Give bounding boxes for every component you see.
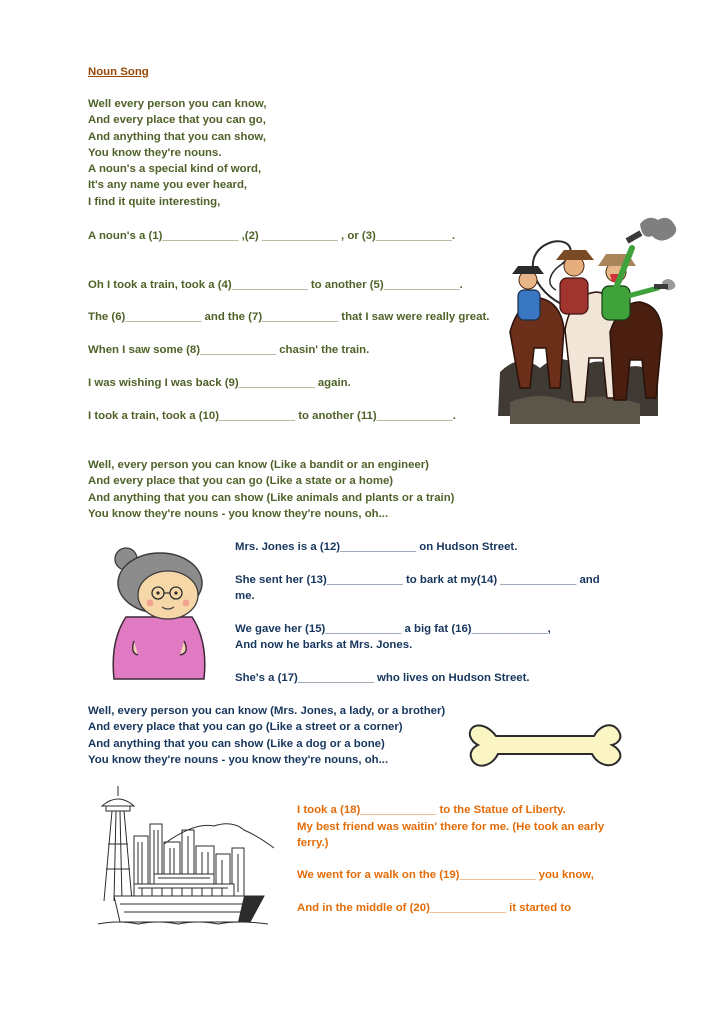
verse-line: I find it quite interesting, (88, 195, 221, 208)
chorus-line: You know they're nouns - you know they're nouns, oh... (88, 507, 389, 520)
noun-definition-blank: A noun's a (1)____________ ,(2) ____________ , or (3)____________. (88, 230, 456, 242)
train-line-3: When I saw some (8)____________ chasin' the train. (88, 344, 370, 356)
train-line-2: The (6)____________ and the (7)____________ that I saw were really great. (88, 311, 490, 323)
bandits-illustration (490, 212, 680, 427)
chorus-line: And anything that you can show (Like animals and plants or a train) (88, 491, 455, 504)
seattle-skyline-illustration (94, 784, 274, 928)
chorus-line: Well, every person you can know (Like a bandit or an engineer) (88, 459, 429, 471)
bone-illustration (466, 714, 624, 776)
jones-line-2: She sent her (13)____________ to bark at my(14) ____________ and (235, 574, 600, 586)
train-line-5: I took a train, took a (10)____________ to another (11)____________. (88, 410, 456, 422)
chorus-2 (88, 703, 445, 768)
verse-line: And anything that you can show, (88, 130, 267, 143)
verse-line: It's any name you ever heard, (88, 179, 248, 192)
chorus-1 (88, 457, 454, 522)
jones-line-3: We gave her (15)____________ a big fat (16)____________, (235, 623, 551, 635)
train-line-4: I was wishing I was back (9)____________ again. (88, 377, 351, 389)
chorus-line: And every place that you can go (Like a street or a corner) (88, 721, 403, 734)
chorus-line: Well, every person you can know (Mrs. Jones, a lady, or a brother) (88, 705, 446, 717)
chorus-line: And anything that you can show (Like a dog or a bone) (88, 737, 385, 750)
liberty-line-1: I took a (18)____________ to the Statue of Liberty. (297, 804, 566, 816)
liberty-line-3: We went for a walk on the (19)____________ you know, (297, 869, 594, 881)
liberty-line-2: My best friend was waitin' there for me. (He took an early (297, 821, 605, 833)
liberty-line-2-cont: ferry.) (297, 837, 329, 849)
verse-line: Well every person you can know, (88, 98, 267, 110)
jones-line-3-cont: And now he barks at Mrs. Jones. (235, 639, 413, 651)
train-line-1: Oh I took a train, took a (4)____________ to another (5)____________. (88, 279, 463, 291)
verse-1 (88, 96, 267, 210)
jones-line-1: Mrs. Jones is a (12)____________ on Hudson Street. (235, 541, 518, 553)
jones-line-4: She's a (17)____________ who lives on Hudson Street. (235, 672, 530, 684)
verse-line: A noun's a special kind of word, (88, 163, 262, 176)
chorus-line: And every place that you can go (Like a state or a home) (88, 475, 394, 488)
jones-line-2-cont: me. (235, 590, 255, 602)
grandma-illustration (104, 543, 214, 683)
chorus-line: You know they're nouns - you know they're nouns, oh... (88, 753, 389, 766)
liberty-line-4: And in the middle of (20)____________ it started to (297, 902, 572, 914)
page-title: Noun Song (88, 66, 149, 78)
verse-line: And every place that you can go, (88, 114, 266, 127)
verse-line: You know they're nouns. (88, 146, 222, 159)
